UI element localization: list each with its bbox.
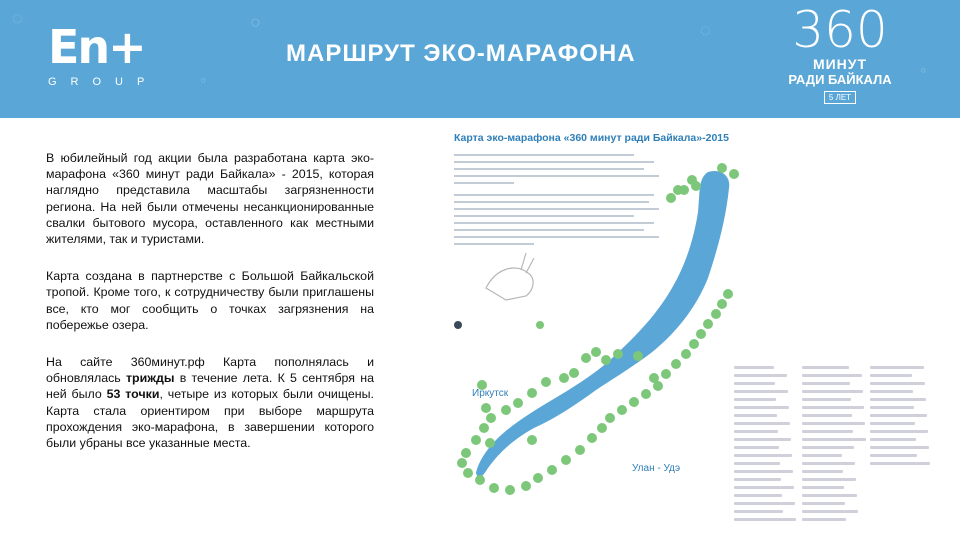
point-list-item — [802, 406, 864, 409]
map-marker — [601, 355, 611, 365]
map-marker — [486, 413, 496, 423]
point-list-item — [870, 406, 914, 409]
map-marker — [587, 433, 597, 443]
fish-pattern-icon: ◦ — [920, 60, 927, 80]
badge-line2: РАДИ БАЙКАЛА — [788, 72, 892, 87]
point-list-item — [802, 470, 843, 473]
map-marker — [457, 458, 467, 468]
body-text — [46, 150, 374, 472]
fish-pattern-icon: ◌ — [700, 20, 711, 40]
point-list-item — [734, 406, 789, 409]
point-list-item — [734, 478, 781, 481]
map-marker — [729, 169, 739, 179]
point-list-item — [870, 374, 912, 377]
point-list-item — [734, 366, 774, 369]
map-marker — [527, 435, 537, 445]
map-marker — [481, 403, 491, 413]
enplus-logo — [48, 20, 159, 94]
point-list-item — [802, 518, 846, 521]
map-marker — [661, 369, 671, 379]
point-list-item — [802, 414, 852, 417]
point-list-item — [870, 454, 917, 457]
paragraph-2: Карта создана в партнерстве с Большой Байкальской тропой. Кроме того, к сотрудничеству были приглашены все, кто мог сообщить о точках загрязнения на побережье озера. — [46, 269, 374, 332]
map-marker — [671, 359, 681, 369]
map-marker — [501, 405, 511, 415]
map-marker — [689, 339, 699, 349]
point-list-1 — [734, 366, 804, 526]
map-marker — [489, 483, 499, 493]
p3-bold-times: трижды — [125, 371, 175, 386]
p3-text-c: , четыре из которых были очищены. Карта стала ориентиром при выборе маршрута прохождения эко-марафона, в завершении которого были убраны все указанные места. — [46, 387, 374, 451]
point-list-item — [802, 478, 856, 481]
map-marker — [575, 445, 585, 455]
point-list-item — [802, 438, 866, 441]
point-list-item — [802, 486, 844, 489]
illustration-hare — [486, 253, 534, 300]
legend-green-marker — [536, 321, 544, 329]
p3-text-b: в течение лета. К 5 сентября на ней было — [46, 371, 374, 402]
map-marker — [533, 473, 543, 483]
point-list-item — [870, 462, 930, 465]
point-list-item — [802, 502, 845, 505]
point-list-item — [802, 374, 862, 377]
point-list-item — [734, 374, 787, 377]
point-list-item — [870, 422, 915, 425]
map-marker — [703, 319, 713, 329]
map-marker — [485, 438, 495, 448]
point-list-3 — [870, 366, 940, 470]
point-list-item — [802, 446, 854, 449]
map-marker — [569, 368, 579, 378]
badge-years: 5 ЛЕТ — [824, 91, 856, 104]
point-list-item — [870, 390, 913, 393]
legend-dark-marker — [454, 321, 462, 329]
page-title: МАРШРУТ ЭКО-МАРАФОНА — [286, 40, 636, 67]
point-list-item — [734, 454, 792, 457]
map-marker — [475, 475, 485, 485]
point-list-item — [734, 430, 778, 433]
point-list-item — [734, 438, 791, 441]
point-list-item — [802, 398, 851, 401]
point-list-item — [802, 382, 850, 385]
map-marker — [681, 349, 691, 359]
point-list-item — [734, 510, 783, 513]
point-list-item — [734, 414, 777, 417]
point-list-item — [734, 502, 795, 505]
point-list-item — [802, 454, 842, 457]
point-list-item — [734, 486, 794, 489]
map-marker — [461, 448, 471, 458]
point-list-item — [802, 494, 857, 497]
map-marker — [581, 353, 591, 363]
map-title: Карта эко-марафона «360 минут ради Байкала»-2015 — [454, 132, 729, 144]
map-marker — [711, 309, 721, 319]
point-list-item — [870, 366, 924, 369]
fish-pattern-icon: ◌ — [12, 8, 23, 28]
eco-marathon-map — [446, 128, 926, 528]
p3-bold-points: 53 точки — [106, 387, 160, 402]
point-list-item — [870, 414, 927, 417]
map-marker — [605, 413, 615, 423]
city-ulan-ude: Улан - Удэ — [632, 463, 681, 474]
map-marker — [653, 381, 663, 391]
point-list-item — [734, 382, 775, 385]
point-list-item — [734, 446, 779, 449]
point-list-item — [734, 518, 796, 521]
map-marker — [597, 423, 607, 433]
point-list-item — [734, 390, 788, 393]
map-marker — [471, 435, 481, 445]
map-marker — [513, 398, 523, 408]
point-list-item — [734, 398, 776, 401]
point-list-item — [802, 422, 865, 425]
logo-main-text: En+ — [48, 20, 145, 74]
map-marker — [687, 175, 697, 185]
map-marker — [723, 289, 733, 299]
point-list-item — [802, 510, 858, 513]
point-list-item — [870, 446, 929, 449]
point-list-item — [870, 398, 926, 401]
city-irkutsk: Иркутск — [472, 388, 509, 399]
point-list-item — [802, 366, 849, 369]
logo-group-text: GROUP — [48, 76, 159, 88]
map-marker — [559, 373, 569, 383]
map-marker — [629, 397, 639, 407]
paragraph-1: В юбилейный год акции была разработана карта эко-марафона «360 минут ради Байкала» - 2015, которая наглядно представила масштабы загрязненности региона. На ней были отмечены несанкционированные свалки бытового мусора, оставленного как местными жителями, так и туристами. — [46, 151, 374, 247]
point-list-item — [734, 462, 780, 465]
point-list-2 — [802, 366, 872, 526]
badge-line1: МИНУТ — [812, 56, 868, 72]
map-marker — [505, 485, 515, 495]
map-marker — [617, 405, 627, 415]
map-marker — [696, 329, 706, 339]
map-marker — [541, 377, 551, 387]
point-list-item — [802, 390, 863, 393]
map-marker — [527, 388, 537, 398]
map-marker — [561, 455, 571, 465]
fish-pattern-icon: ○ — [250, 12, 261, 32]
point-list-item — [802, 462, 855, 465]
fish-pattern-icon: ◦ — [200, 70, 207, 90]
map-marker — [547, 465, 557, 475]
map-marker — [591, 347, 601, 357]
point-list-item — [734, 494, 782, 497]
map-marker — [463, 468, 473, 478]
campaign-badge — [780, 1, 900, 110]
point-list-item — [870, 438, 916, 441]
map-marker — [717, 163, 727, 173]
header-banner — [0, 0, 960, 118]
map-marker — [633, 351, 643, 361]
p3-text-a: На сайте 360минут.рф Карта пополнялась и обновлялась — [46, 355, 374, 386]
point-list-item — [734, 422, 790, 425]
map-marker — [613, 349, 623, 359]
map-marker — [521, 481, 531, 491]
map-marker — [717, 299, 727, 309]
badge-number: 360 — [792, 1, 888, 59]
point-list-item — [870, 382, 925, 385]
point-list-item — [870, 430, 928, 433]
map-marker — [641, 389, 651, 399]
map-marker — [479, 423, 489, 433]
point-list-item — [802, 430, 853, 433]
map-marker — [673, 185, 683, 195]
point-list-item — [734, 470, 793, 473]
map-marker — [666, 193, 676, 203]
paragraph-3 — [46, 354, 374, 451]
